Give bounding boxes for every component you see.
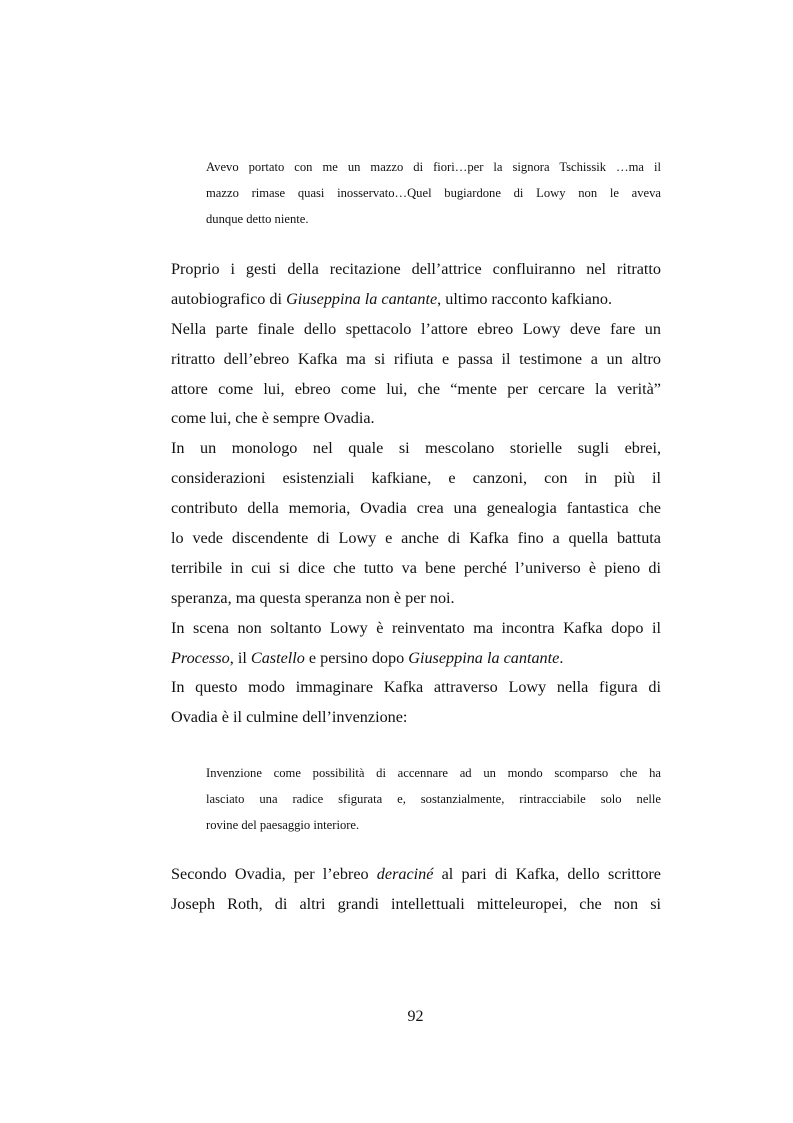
quote-line: rovine del paesaggio interiore. <box>206 818 360 832</box>
block-quote-1 <box>206 154 661 232</box>
paragraph-line: speranza, ma questa speranza non è per noi. <box>171 588 455 607</box>
italic-title: Giuseppina la cantante <box>408 648 560 667</box>
paragraph-line: ritratto dell’ebreo Kafka ma si rifiuta e passa il testimone a un altro <box>171 349 661 368</box>
text-run: . <box>559 648 564 667</box>
quote-line: lasciato una radice sfigurata e, sostanzialmente, rintracciabile solo nelle <box>206 792 661 806</box>
quote-line: dunque detto niente. <box>206 212 309 226</box>
text-run: autobiografico di <box>171 289 287 308</box>
italic-word: deraciné <box>376 865 434 883</box>
body-text-continued <box>171 860 661 920</box>
text-run: al pari di Kafka, dello scrittore <box>433 865 661 883</box>
italic-title: Giuseppina la cantante <box>286 289 438 308</box>
paragraph-line: In questo modo immaginare Kafka attraverso Lowy nella figura di <box>171 678 661 697</box>
paragraph-line: terribile in cui si dice che tutto va bene perché l’universo è pieno di <box>171 558 661 577</box>
page-number: 92 <box>407 1008 424 1025</box>
paragraph-line: come lui, che è sempre Ovadia. <box>171 409 375 428</box>
block-quote-2 <box>206 760 661 838</box>
text-run: e persino dopo <box>304 648 409 667</box>
paragraph-line: lo vede discendente di Lowy e anche di Kafka fino a quella battuta <box>171 529 661 548</box>
quote-line: Invenzione come possibilità di accennare ad un mondo scomparso che ha <box>206 766 661 780</box>
italic-title: Castello <box>250 648 305 667</box>
paragraph-line <box>171 644 661 674</box>
body-text <box>171 255 661 733</box>
paragraph-line: Proprio i gesti della recitazione dell’attrice confluiranno nel ritratto <box>171 260 661 278</box>
italic-title: Processo <box>171 648 230 667</box>
paragraph-line: In un monologo nel quale si mescolano storielle sugli ebrei, <box>171 439 661 458</box>
paragraph-line: Nella parte finale dello spettacolo l’attore ebreo Lowy deve fare un <box>171 319 661 338</box>
paragraph-line: attore come lui, ebreo come lui, che “mente per cercare la verità” <box>171 379 661 398</box>
text-run: Secondo Ovadia, per l’ebreo <box>171 865 377 883</box>
paragraph-line <box>171 860 661 890</box>
paragraph-line <box>171 285 661 315</box>
paragraph-line: Joseph Roth, di altri grandi intellettuali mitteleuropei, che non si <box>171 894 661 913</box>
paragraph-line: contributo della memoria, Ovadia crea una genealogia fantastica che <box>171 499 661 518</box>
quote-line: mazzo rimase quasi inosservato…Quel bugiardone di Lowy non le aveva <box>206 186 661 200</box>
paragraph-line: Ovadia è il culmine dell’invenzione: <box>171 708 408 727</box>
paragraph-line: In scena non soltanto Lowy è reinventato ma incontra Kafka dopo il <box>171 618 661 637</box>
text-run: , il <box>229 648 251 667</box>
quote-line: Avevo portato con me un mazzo di fiori…per la signora Tschissik …ma il <box>206 160 661 174</box>
text-run: , ultimo racconto kafkiano. <box>437 289 613 308</box>
paragraph-line: considerazioni esistenziali kafkiane, e canzoni, con in più il <box>171 469 661 488</box>
